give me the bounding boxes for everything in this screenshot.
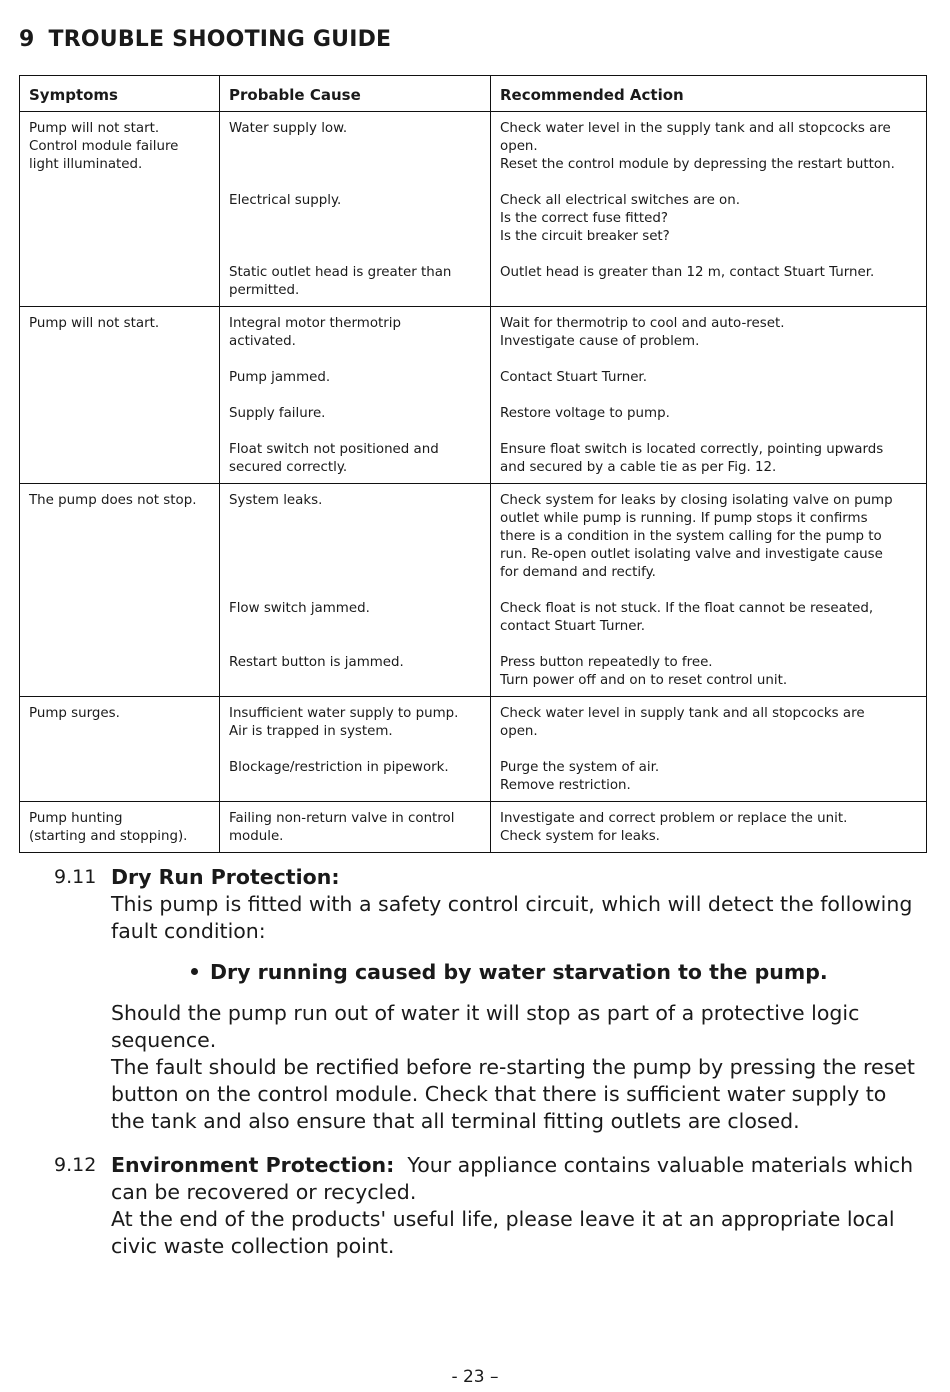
symptom-cell [20, 112, 220, 307]
symptom-cell [20, 484, 220, 697]
table-row [20, 112, 927, 307]
table-row [20, 802, 927, 853]
table-row [20, 307, 927, 484]
cause-text: Supply failure. [229, 406, 326, 421]
symptom-text: Pump will not start. [29, 316, 160, 331]
action-cell [491, 697, 927, 802]
cause-text: Water supply low. [229, 121, 348, 136]
action-cell [491, 802, 927, 853]
section-number: 9.11 [54, 866, 97, 888]
cause-text: Flow switch jammed. [229, 601, 370, 616]
action-text: Check float is not stuck. If the float cannot be reseated, contact Stuart Turner. [500, 601, 874, 634]
table-header-row [20, 76, 927, 112]
action-cell [491, 307, 927, 484]
bullet-icon [191, 968, 198, 975]
section-number: 9.12 [54, 1154, 97, 1176]
section-9-12 [54, 1152, 924, 1260]
page-number: - 23 – [451, 1367, 499, 1387]
cause-cell [220, 802, 491, 853]
cause-text: Blockage/restriction in pipework. [229, 760, 449, 775]
action-text: Wait for thermotrip to cool and auto-reset. Investigate cause of problem. [500, 316, 785, 349]
bullet-item [191, 959, 924, 986]
section-9-11 [54, 864, 924, 1135]
cause-cell [220, 697, 491, 802]
action-text: Check all electrical switches are on. Is the correct fuse fitted? Is the circuit breaker set? [500, 193, 740, 244]
bullet-text: Dry running caused by water starvation to the pump. [210, 960, 828, 984]
section-intro: This pump is fitted with a safety control circuit, which will detect the following fault condition: [111, 892, 913, 943]
section-title: TROUBLE SHOOTING GUIDE [48, 27, 392, 52]
paragraph: Should the pump run out of water it will stop as part of a protective logic sequence. [111, 1001, 860, 1052]
action-cell [491, 484, 927, 697]
paragraph: The fault should be rectified before re-starting the pump by pressing the reset button on the control module. Check that there is sufficient water supply to the tank and also ensure that all terminal fitting outlets are closed. [111, 1055, 915, 1133]
section-title: Dry Run Protection: [111, 865, 340, 889]
table-row [20, 484, 927, 697]
action-text: Purge the system of air. Remove restriction. [500, 760, 660, 793]
paragraph: Your appliance contains valuable materials which can be recovered or recycled. [111, 1153, 914, 1204]
cause-text: Electrical supply. [229, 193, 342, 208]
cause-text: Failing non-return valve in control module. [229, 811, 455, 844]
action-text: Investigate and correct problem or replace the unit. Check system for leaks. [500, 811, 848, 844]
cause-text: Insufficient water supply to pump. Air is trapped in system. [229, 706, 459, 739]
cause-text: Static outlet head is greater than permitted. [229, 265, 452, 298]
symptom-text: Pump will not start. Control module failure light illuminated. [29, 121, 179, 172]
cause-cell [220, 484, 491, 697]
cause-cell [220, 112, 491, 307]
symptom-cell [20, 697, 220, 802]
action-text: Restore voltage to pump. [500, 406, 670, 421]
symptom-text: The pump does not stop. [29, 493, 197, 508]
cause-text: Float switch not positioned and secured correctly. [229, 442, 439, 475]
action-text: Check system for leaks by closing isolating valve on pump outlet while pump is running. If pump stops it confirms there is a condition in the system calling for the pump to run. Re-open outlet isolating valve and investigate cause for demand and rectify. [500, 493, 893, 580]
table-row [20, 697, 927, 802]
section-title: Environment Protection: [111, 1153, 395, 1177]
cause-text: System leaks. [229, 493, 323, 508]
cause-text: Integral motor thermotrip activated. [229, 316, 402, 349]
section-number: 9 [19, 27, 35, 52]
header-recommended-action: Recommended Action [491, 76, 927, 112]
symptom-text: Pump hunting (starting and stopping). [29, 811, 188, 844]
paragraph: At the end of the products' useful life, please leave it at an appropriate local civic waste collection point. [111, 1207, 895, 1258]
action-text: Check water level in supply tank and all stopcocks are open. [500, 706, 865, 739]
action-text: Press button repeatedly to free. Turn power off and on to reset control unit. [500, 655, 788, 688]
action-text: Contact Stuart Turner. [500, 370, 647, 385]
symptom-cell [20, 802, 220, 853]
action-cell [491, 112, 927, 307]
action-text: Check water level in the supply tank and all stopcocks are open. Reset the control module by depressing the restart button. [500, 121, 895, 172]
symptom-text: Pump surges. [29, 706, 120, 721]
action-text: Ensure float switch is located correctly, pointing upwards and secured by a cable tie as per Fig. 12. [500, 442, 884, 475]
cause-text: Pump jammed. [229, 370, 331, 385]
trouble-shooting-table [19, 75, 927, 853]
cause-cell [220, 307, 491, 484]
symptom-cell [20, 307, 220, 484]
cause-text: Restart button is jammed. [229, 655, 404, 670]
action-text: Outlet head is greater than 12 m, contact Stuart Turner. [500, 265, 875, 280]
section-heading [19, 27, 391, 52]
header-probable-cause: Probable Cause [220, 76, 491, 112]
header-symptoms: Symptoms [20, 76, 220, 112]
